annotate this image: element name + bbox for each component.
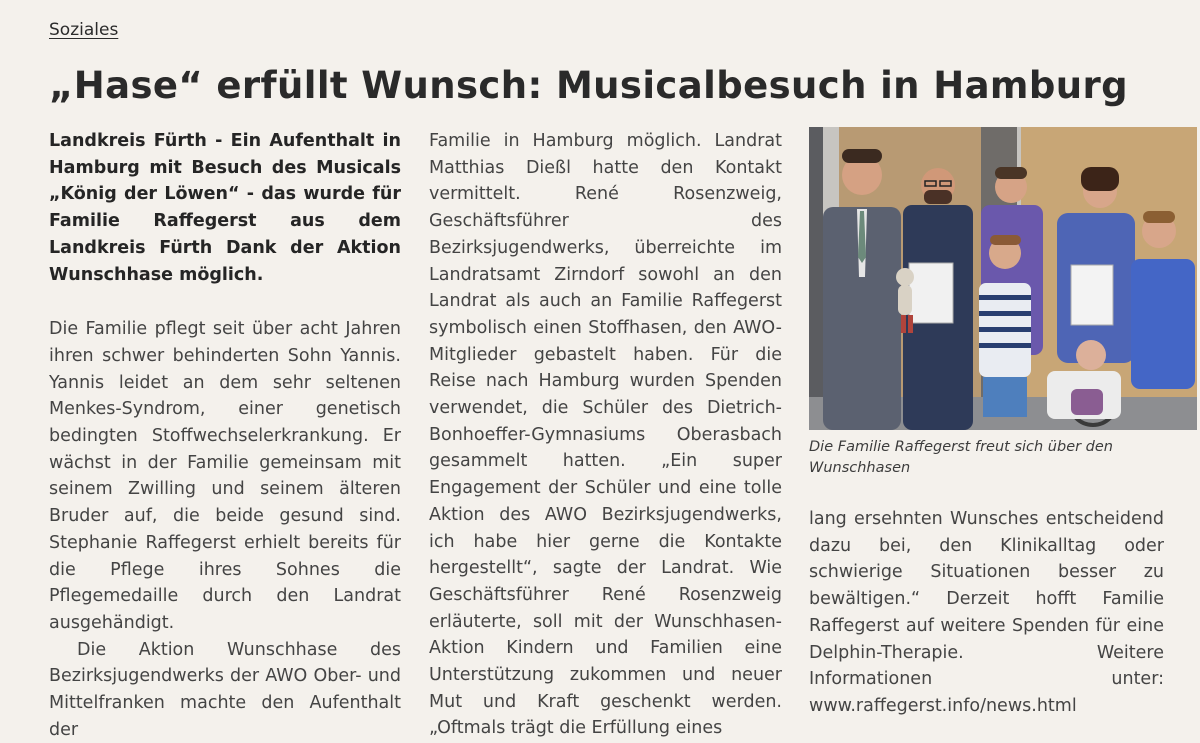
column-1 [49, 128, 401, 743]
column-2 [429, 128, 782, 742]
body-paragraph-4: lang ersehnten Wunsches entscheidend dazu bei, den Klinikalltag oder schwierige Situationen besser zu bewältigen.“ Derzeit hofft Familie Raffegerst auf weitere Spenden für eine Delphin-Therapie. Weitere Informationen unter: www.raffegerst.info/news.html [809, 509, 1164, 716]
section-label: Soziales [49, 20, 119, 40]
body-paragraph-1: Die Familie pflegt seit über acht Jahren ihren schwer behinderten Sohn Yannis. Yannis leidet an dem sehr seltenen Menkes-Syndrom, einer genetisch bedingten Stoffwechselerkrankung. Er wächst in der Familie gemeinsam mit seinem Zwilling und seinem älteren Bruder auf, die beide gesund sind. Stephanie Raffegerst erhielt bereits für die Pflege ihres Sohnes die Pflegemedaille durch den Landrat ausgehändigt. [49, 319, 401, 633]
photo-caption: Die Familie Raffegerst freut sich über den Wunschhasen [809, 439, 1113, 476]
lead-paragraph: Landkreis Fürth - Ein Aufenthalt in Hamburg mit Besuch des Musicals „König der Löwen“ - das wurde für Familie Raffegerst aus dem Landkreis Fürth Dank der Aktion Wunschhase möglich. [49, 131, 401, 285]
headline: „Hase“ erfüllt Wunsch: Musicalbesuch in Hamburg [49, 64, 1129, 107]
body-paragraph-3: Familie in Hamburg möglich. Landrat Matthias Dießl hatte den Kontakt vermittelt. René Rosenzweig, Geschäftsführer des Bezirksjugendwerks, überreichte im Landratsamt Zirndorf sowohl an den Landrat als auch an Familie Raffegerst symbolisch einen Stoffhasen, den AWO-Mitglieder gebastelt haben. Für die Reise nach Hamburg wurden Spenden verwendet, die Schüler des Dietrich-Bonhoeffer-Gymnasiums Oberasbach gesammelt hatten. „Ein super Engagement der Schüler und eine tolle Aktion des AWO Bezirksjugendwerks, ich habe hier gerne die Kontakte hergestellt“, sagte der Landrat. Wie Geschäftsführer René Rosenzweig erläuterte, soll mit der Wunschhasen-Aktion Kindern und Familien eine Unterstützung zukommen und neuer Mut und Kraft geschenkt werden. „Oftmals trägt die Erfüllung eines [429, 131, 782, 739]
body-paragraph-2: Die Aktion Wunschhase des Bezirksjugendwerks der AWO Ober- und Mittelfranken machte den Aufenthalt der [49, 639, 401, 740]
column-3 [809, 128, 1164, 720]
